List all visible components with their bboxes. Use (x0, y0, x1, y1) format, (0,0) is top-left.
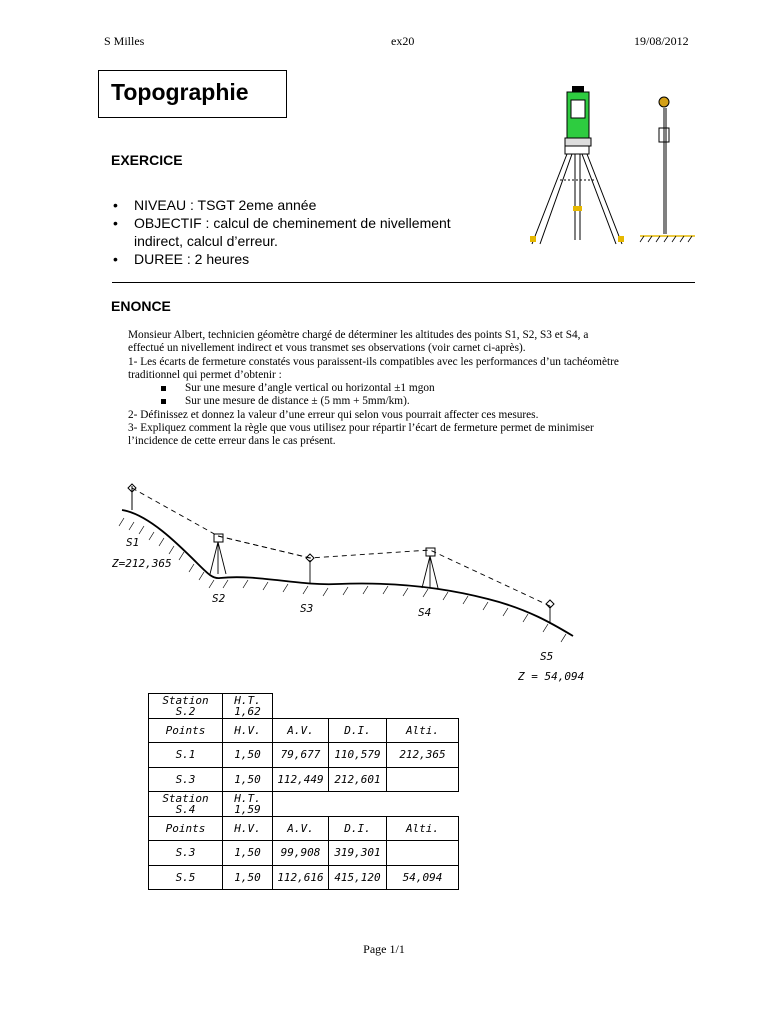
table-header-row (149, 816, 459, 841)
enonce-line: 1- Les écarts de fermeture constatés vous paraissent-ils compatibles avec les performances d’un tachéomètre (128, 355, 619, 368)
header-cell: Points (149, 816, 223, 841)
label-s1-altitude: Z=212,365 (112, 557, 172, 570)
table-cell: 415,120 (329, 865, 387, 890)
terrain-profile-sketch (108, 474, 588, 694)
label-s3: S3 (300, 602, 314, 615)
header-cell: D.I. (329, 718, 387, 743)
table-cell: 110,579 (329, 743, 387, 768)
enonce-sub-item: Sur une mesure d’angle vertical ou horizontal ±1 mgon (128, 382, 698, 395)
bullet-text: OBJECTIF : calcul de cheminement de nivellement (134, 215, 451, 231)
table-header-row (149, 718, 459, 743)
bullet-dot: • (113, 215, 118, 231)
table-cell: 112,616 (273, 865, 329, 890)
exercice-heading: EXERCICE (111, 152, 183, 168)
label-s2: S2 (212, 592, 226, 605)
table-cell: S.3 (149, 767, 223, 792)
title-box (98, 70, 287, 118)
station-cell: Station S.4 (149, 792, 223, 817)
theodolite-illustration (520, 84, 700, 254)
header-cell: A.V. (273, 816, 329, 841)
table-cell: 1,50 (223, 743, 273, 768)
enonce-sub-item: Sur une mesure de distance ± (5 mm + 5mm/km). (128, 395, 698, 408)
table-row (149, 865, 459, 890)
header-cell: Points (149, 718, 223, 743)
table-cell (387, 841, 459, 866)
header-cell: H.V. (223, 718, 273, 743)
header-cell: Alti. (387, 718, 459, 743)
table-row (149, 841, 459, 866)
header-ref: ex20 (391, 34, 415, 48)
bullet-dot: • (113, 197, 118, 213)
label-s5: S5 (540, 650, 554, 663)
station-row (149, 792, 459, 817)
header-cell: H.V. (223, 816, 273, 841)
enonce-line: traditionnel qui permet d’obtenir : (128, 368, 282, 381)
bullet-text: indirect, calcul d’erreur. (134, 233, 278, 249)
square-bullet-icon (161, 399, 166, 404)
table-cell: S.5 (149, 865, 223, 890)
table-cell: 99,908 (273, 841, 329, 866)
bullet-text: DUREE : 2 heures (134, 251, 250, 267)
table-cell: 1,50 (223, 865, 273, 890)
enonce-heading: ENONCE (111, 298, 171, 314)
bullet-text: NIVEAU : TSGT 2eme année (134, 197, 317, 213)
table-cell: 1,50 (223, 767, 273, 792)
table-cell: 1,50 (223, 841, 273, 866)
label-s4: S4 (418, 606, 432, 619)
table-cell: S.3 (149, 841, 223, 866)
table-cell: 212,601 (329, 767, 387, 792)
label-s1: S1 (126, 536, 140, 549)
enonce-line: Monsieur Albert, technicien géomètre chargé de déterminer les altitudes des points S1, S2, S3 et S4, a (128, 329, 589, 341)
header-cell: Alti. (387, 816, 459, 841)
header-cell: A.V. (273, 718, 329, 743)
bullet-dot: • (113, 251, 118, 267)
table-cell: 112,449 (273, 767, 329, 792)
table-cell: 54,094 (387, 865, 459, 890)
enonce-line: effectué un nivellement indirect et vous transmet ses observations (voir carnet ci-après). (128, 342, 526, 355)
label-s5-altitude: Z = 54,094 (518, 670, 585, 683)
ht-cell: H.T. 1,62 (223, 694, 273, 719)
page-title: Topographie (111, 79, 249, 105)
enonce-text (128, 329, 698, 449)
header-date: 19/08/2012 (634, 34, 689, 48)
enonce-line: l’incidence de cette erreur dans le cas présent. (128, 435, 336, 448)
table-cell: 212,365 (387, 743, 459, 768)
enonce-line: 2- Définissez et donnez la valeur d’une erreur qui selon vous pourrait affecter ces mesures. (128, 408, 539, 421)
enonce-line: 3- Expliquez comment la règle que vous utilisez pour répartir l’écart de fermeture permet de minimiser (128, 422, 594, 435)
header-cell: D.I. (329, 816, 387, 841)
table-cell (387, 767, 459, 792)
table-cell: 79,677 (273, 743, 329, 768)
table-cell: S.1 (149, 743, 223, 768)
table-cell: 319,301 (329, 841, 387, 866)
table-row (149, 767, 459, 792)
table-row (149, 743, 459, 768)
station-row (149, 694, 459, 719)
carnet-table (148, 693, 459, 890)
ht-cell: H.T. 1,59 (223, 792, 273, 817)
section-divider (112, 282, 695, 283)
header-author: S Milles (104, 34, 145, 48)
square-bullet-icon (161, 386, 166, 391)
station-cell: Station S.2 (149, 694, 223, 719)
page-footer: Page 1/1 (363, 942, 405, 956)
